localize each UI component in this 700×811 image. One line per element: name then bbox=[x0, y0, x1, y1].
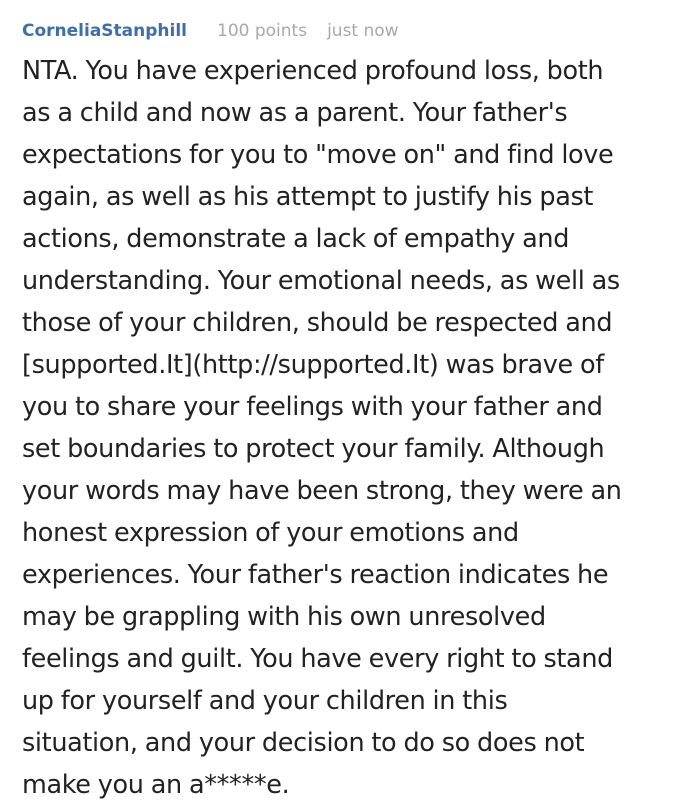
comment-line: again, as well as his attempt to justify his past bbox=[22, 182, 594, 212]
comment-line: situation, and your decision to do so does not bbox=[22, 728, 585, 758]
comment bbox=[22, 16, 682, 806]
comment-line: honest expression of your emotions and bbox=[22, 518, 519, 548]
points-count: 100 points bbox=[217, 21, 308, 41]
comment-line: experiences. Your father's reaction indicates he bbox=[22, 560, 609, 590]
timestamp: just now bbox=[327, 21, 399, 41]
comment-line: make you an a*****e. bbox=[22, 770, 290, 800]
comment-line: your words may have been strong, they were an bbox=[22, 476, 622, 506]
comment-line: understanding. Your emotional needs, as well as bbox=[22, 266, 620, 296]
comment-line: expectations for you to "move on" and find love bbox=[22, 140, 614, 170]
comment-line: [supported.It](http://supported.It) was brave of bbox=[22, 350, 604, 380]
comment-line: as a child and now as a parent. Your father's bbox=[22, 98, 568, 128]
comment-line: you to share your feelings with your father and bbox=[22, 392, 603, 422]
comment-meta bbox=[22, 16, 682, 46]
comment-line: actions, demonstrate a lack of empathy and bbox=[22, 224, 570, 254]
author-link[interactable]: CorneliaStanphill bbox=[22, 21, 187, 41]
comment-line: those of your children, should be respected and bbox=[22, 308, 613, 338]
comment-line: feelings and guilt. You have every right to stand bbox=[22, 644, 613, 674]
comment-line: set boundaries to protect your family. Although bbox=[22, 434, 605, 464]
comment-body bbox=[22, 50, 682, 806]
comment-line: up for yourself and your children in this bbox=[22, 686, 508, 716]
comment-line: may be grappling with his own unresolved bbox=[22, 602, 546, 632]
comment-line: NTA. You have experienced profound loss, both bbox=[22, 56, 604, 86]
